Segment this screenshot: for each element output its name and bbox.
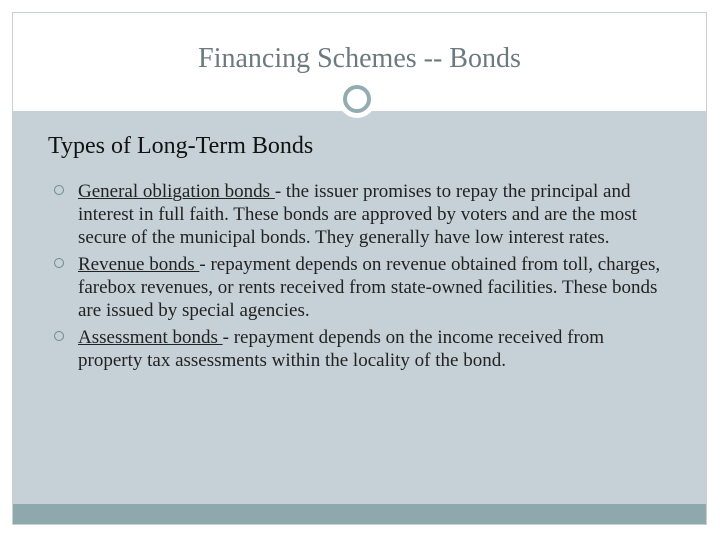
bullet-item [78, 253, 663, 322]
slide-title: Financing Schemes -- Bonds [198, 43, 521, 74]
bullet-text: - repayment depends on the income received from property tax assessments within the locality of the bond. [78, 327, 605, 371]
bullet-list [78, 180, 663, 372]
bullet-text: - repayment depends on revenue obtained from toll, charges, farebox revenues, or rents received from state-owned facilities. These bonds are issued by special agencies. [78, 254, 661, 321]
footer-bar [13, 504, 706, 524]
bullet-marker-icon [54, 185, 64, 195]
bullet-text: - the issuer promises to repay the principal and interest in full faith. These bonds are approved by voters and are the most secure of the municipal bonds. They generally have low interest rates. [78, 181, 637, 248]
bullet-item [78, 326, 663, 372]
bullet-term: Assessment bonds [78, 327, 223, 348]
bullet-marker-icon [54, 258, 64, 268]
content-heading: Types of Long-Term Bonds [48, 133, 314, 159]
bullet-item [78, 180, 663, 249]
bullet-term: Revenue bonds [78, 254, 200, 275]
ring-inner [343, 85, 371, 113]
bullet-term: General obligation bonds [78, 181, 275, 202]
ring-icon [338, 80, 376, 118]
bullet-marker-icon [54, 331, 64, 341]
